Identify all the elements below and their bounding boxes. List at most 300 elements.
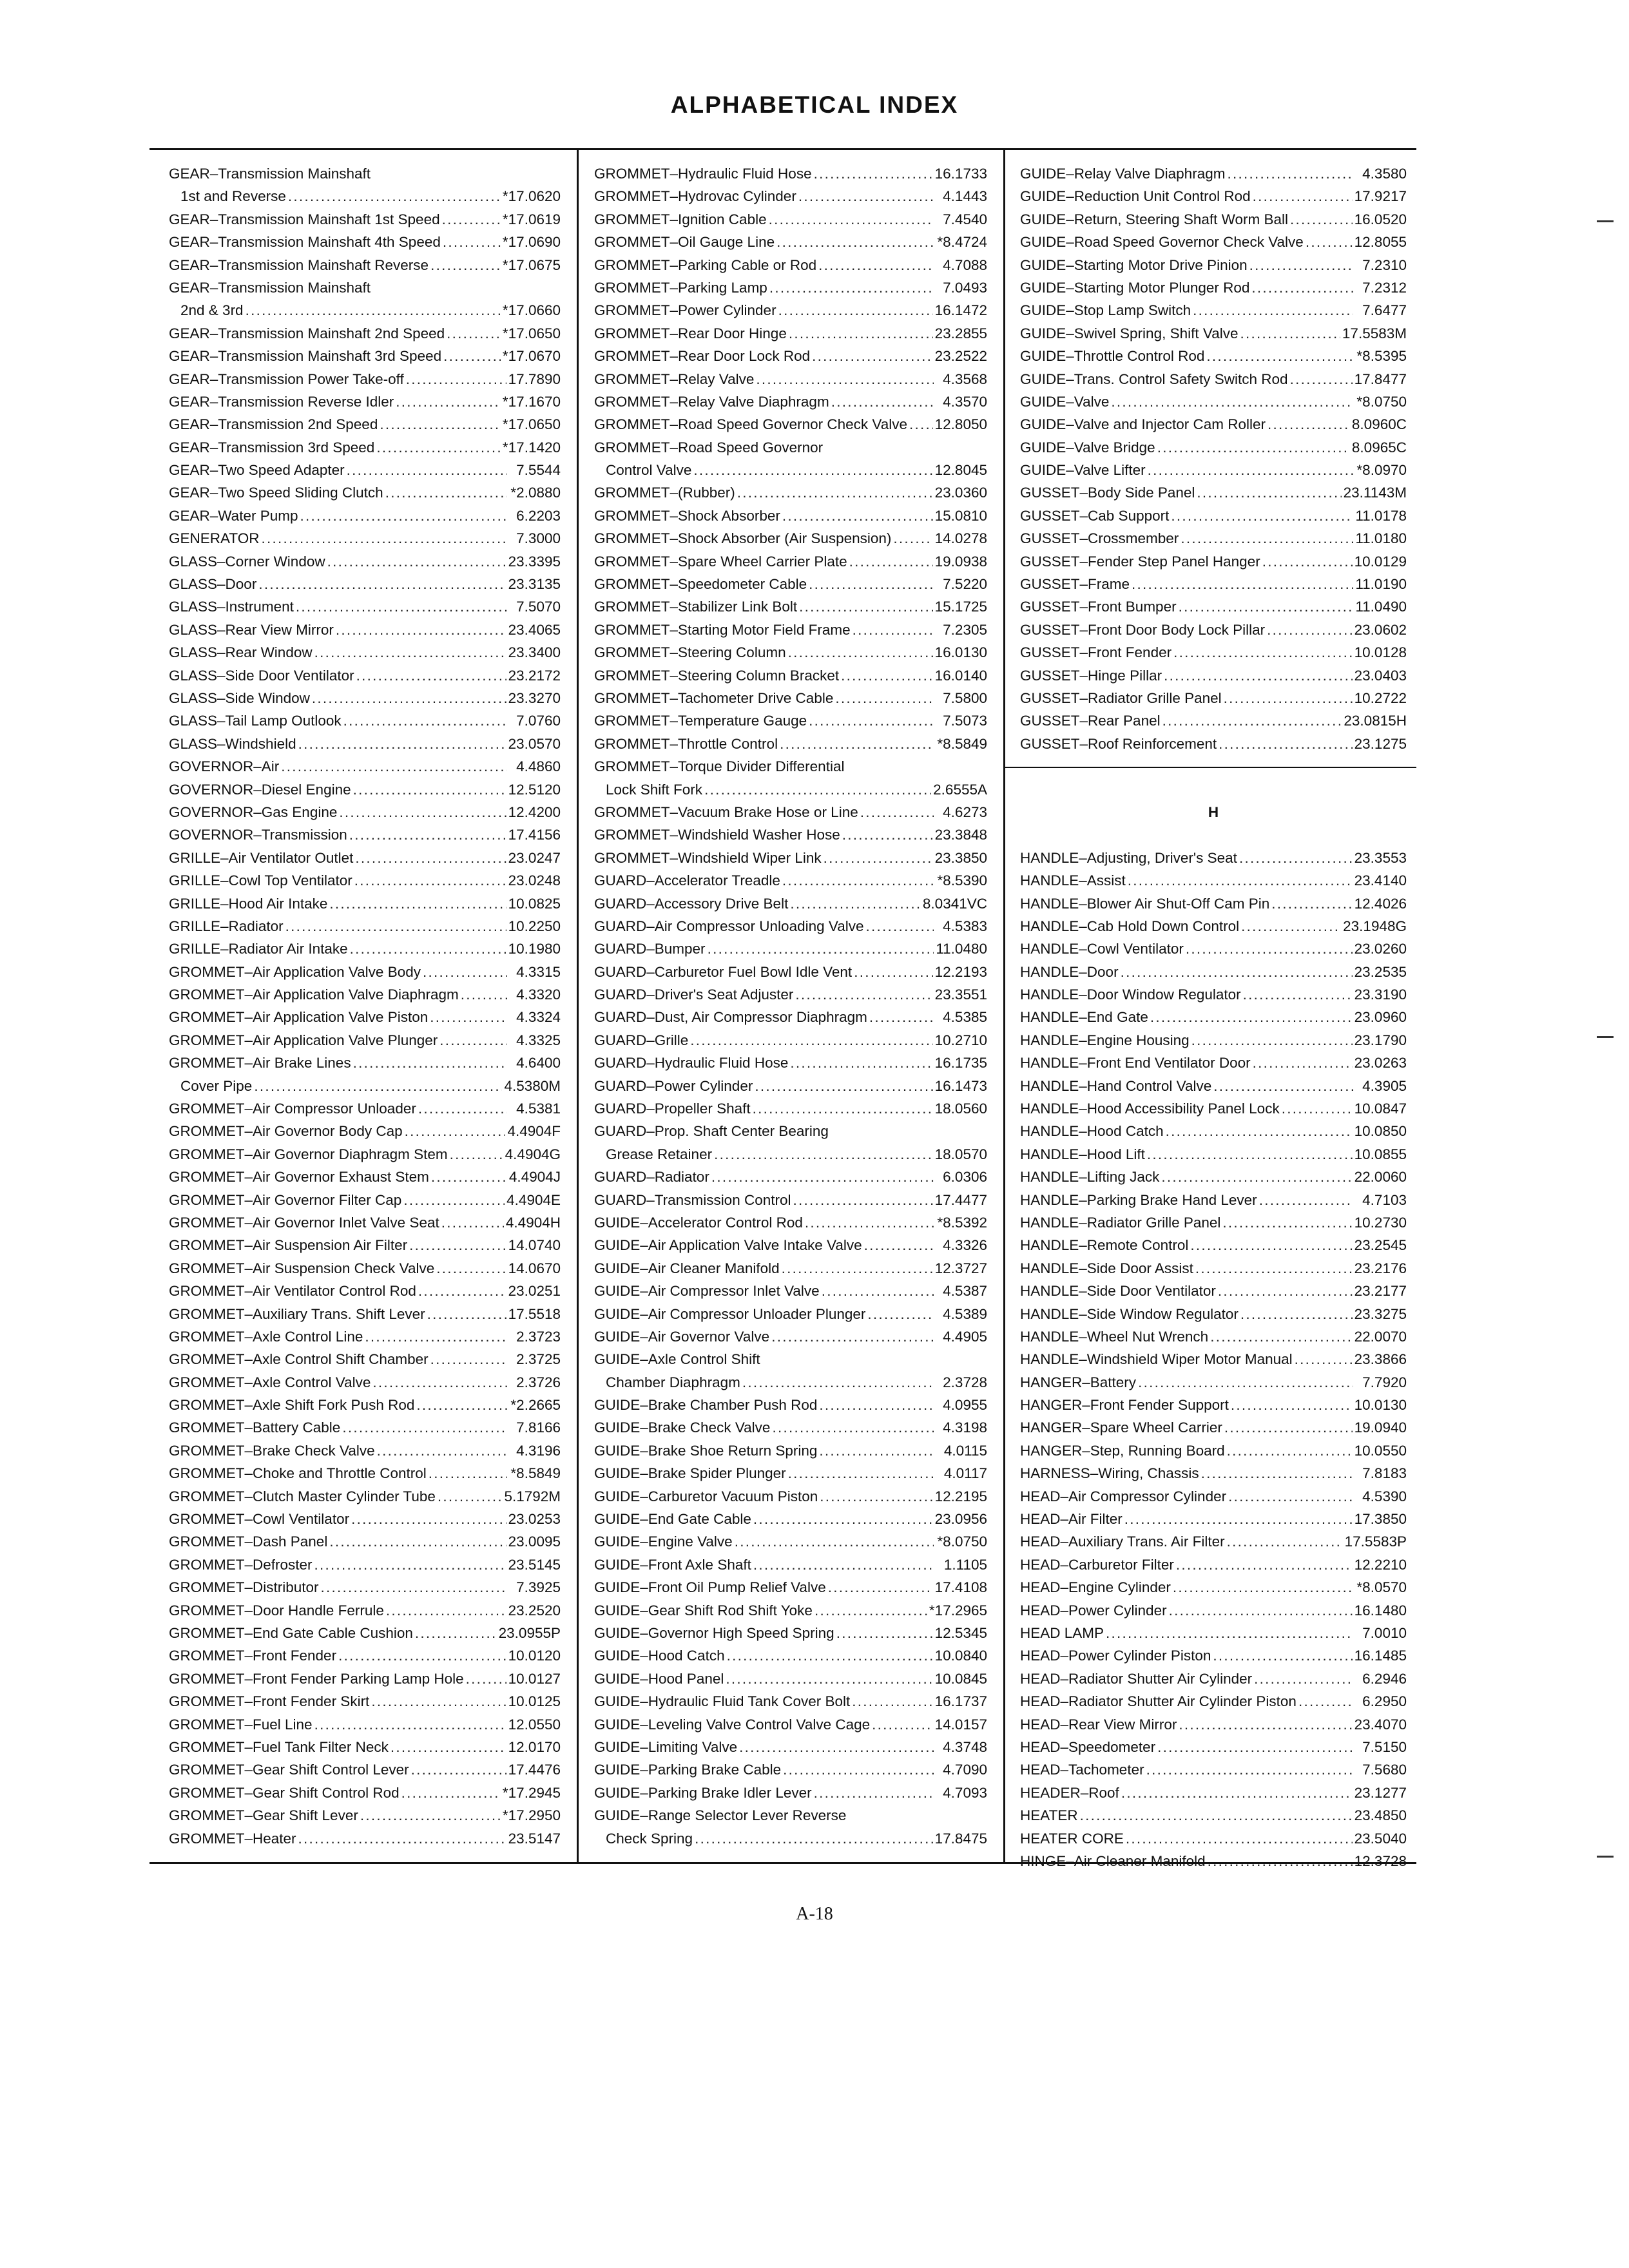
index-entry	[1020, 847, 1407, 869]
entry-page-ref: 1.1105	[943, 1556, 987, 1573]
entry-label: GUIDE–Relay Valve Diaphragm	[1020, 166, 1226, 182]
entry-page-ref: *8.5392	[937, 1214, 987, 1231]
leader-dots	[376, 436, 501, 459]
entry-label: GROMMET–Distributor	[169, 1579, 319, 1596]
entry-label: GOVERNOR–Air	[169, 758, 280, 775]
entry-page-ref: 16.1485	[1354, 1648, 1407, 1664]
entry-label: GUARD–Bumper	[594, 941, 706, 957]
leader-dots	[1227, 1439, 1353, 1462]
leader-dots	[1282, 1097, 1353, 1120]
entry-page-ref: 10.0825	[508, 895, 561, 912]
index-entry	[1020, 1052, 1407, 1074]
entry-label: HANGER–Spare Wheel Carrier	[1020, 1419, 1222, 1436]
index-entry	[1020, 937, 1407, 960]
leader-dots	[1222, 1211, 1352, 1234]
leader-dots	[872, 1713, 933, 1736]
entry-label: GEAR–Transmission Mainshaft	[169, 166, 371, 182]
entry-page-ref: 11.0180	[1355, 530, 1407, 547]
entry-page-ref: 16.0140	[934, 667, 987, 684]
entry-label: GROMMET–Starting Motor Field Frame	[594, 621, 851, 638]
entry-page-ref: 23.4065	[508, 621, 561, 638]
index-entry	[1020, 1280, 1407, 1302]
index-entry	[1020, 733, 1407, 755]
index-entry	[169, 345, 561, 367]
entry-page-ref: 7.0760	[516, 713, 561, 729]
leader-dots	[409, 1234, 506, 1256]
entry-label: 2nd & 3rd	[180, 302, 244, 319]
entry-label: GUARD–Hydraulic Fluid Hose	[594, 1055, 789, 1072]
leader-dots	[693, 459, 932, 481]
leader-dots	[1206, 345, 1353, 367]
entry-page-ref: 4.3748	[943, 1738, 987, 1755]
entry-page-ref: 10.0845	[934, 1670, 987, 1687]
index-entry	[594, 937, 987, 960]
index-entry	[1020, 573, 1407, 595]
leader-dots	[296, 595, 507, 618]
entry-page-ref: 12.4026	[1354, 895, 1407, 912]
entry-label: HEAD–Engine Cylinder	[1020, 1579, 1171, 1596]
index-entry	[1020, 1371, 1407, 1394]
leader-dots	[406, 368, 506, 390]
entry-label: GROMMET–Axle Control Valve	[169, 1374, 371, 1390]
leader-dots	[704, 778, 931, 801]
entry-page-ref: 4.5380M	[504, 1077, 561, 1094]
index-entry	[1020, 1713, 1407, 1736]
index-entry	[1020, 1189, 1407, 1211]
leader-dots	[814, 162, 933, 185]
leader-dots	[447, 322, 501, 345]
entry-page-ref: 6.2203	[516, 507, 561, 524]
leader-dots	[349, 823, 506, 846]
index-entry	[594, 664, 987, 687]
entry-page-ref: 4.3570	[943, 393, 987, 410]
entry-label: GUIDE–Air Application Valve Intake Valve	[594, 1237, 862, 1254]
index-entry	[1020, 1325, 1407, 1348]
entry-page-ref: 23.1275	[1354, 735, 1407, 752]
entry-label: HEATER CORE	[1020, 1830, 1124, 1847]
entry-label: GRILLE–Radiator	[169, 918, 284, 934]
entry-label: GROMMET–Windshield Wiper Link	[594, 849, 822, 866]
leader-dots	[1208, 1850, 1353, 1872]
index-entry	[1020, 550, 1407, 573]
entry-page-ref: 4.3324	[516, 1009, 561, 1026]
entry-label: GROMMET–Temperature Gauge	[594, 713, 807, 729]
entry-page-ref: 4.3320	[516, 986, 561, 1003]
leader-dots	[782, 1257, 933, 1280]
entry-page-ref: 5.1792M	[504, 1488, 561, 1504]
entry-label: HEAD LAMP	[1020, 1625, 1104, 1641]
index-entry	[169, 664, 561, 687]
entry-page-ref: 23.2520	[508, 1602, 561, 1619]
entry-label: GRILLE–Cowl Top Ventilator	[169, 872, 352, 889]
leader-dots	[864, 1234, 934, 1256]
entry-label: GROMMET–Gear Shift Lever	[169, 1807, 358, 1824]
entry-page-ref: *17.0650	[502, 325, 561, 341]
index-entry	[594, 1303, 987, 1325]
entry-label: GROMMET–Road Speed Governor Check Valve	[594, 416, 908, 433]
leader-dots	[783, 1758, 934, 1781]
index-entry	[594, 231, 987, 253]
entry-label: HANDLE–Hood Lift	[1020, 1146, 1145, 1162]
entry-label: GROMMET–Relay Valve	[594, 370, 755, 387]
entry-page-ref: 22.0070	[1354, 1328, 1407, 1345]
entry-label: GROMMET–Throttle Control	[594, 735, 778, 752]
entry-label: GROMMET–Air Application Valve Plunger	[169, 1032, 438, 1048]
leader-dots	[1213, 1075, 1353, 1097]
index-entry	[169, 1257, 561, 1280]
leader-dots	[285, 915, 506, 937]
index-entry	[594, 573, 987, 595]
entry-page-ref: 2.3726	[516, 1374, 561, 1390]
leader-dots	[841, 664, 933, 687]
entry-label: GUIDE–Stop Lamp Switch	[1020, 302, 1191, 319]
entry-label: HEATER	[1020, 1807, 1078, 1824]
entry-page-ref: *17.0660	[502, 302, 561, 319]
entry-page-ref: 7.2312	[1362, 279, 1407, 296]
leader-dots	[1173, 1576, 1353, 1599]
leader-dots	[298, 1827, 506, 1850]
leader-dots	[461, 983, 507, 1006]
entry-label: GUIDE–Air Compressor Unloader Plunger	[594, 1305, 866, 1322]
entry-page-ref: 12.3728	[1354, 1852, 1407, 1869]
entry-page-ref: 4.3580	[1362, 166, 1407, 182]
leader-dots	[1157, 436, 1350, 459]
index-entry	[1020, 1416, 1407, 1439]
entry-label: GROMMET–Rear Door Hinge	[594, 325, 787, 341]
entry-label: GROMMET–Door Handle Ferrule	[169, 1602, 384, 1619]
leader-dots	[790, 1052, 932, 1074]
entry-page-ref: 23.0263	[1354, 1055, 1407, 1072]
index-entry	[169, 915, 561, 937]
entry-page-ref: *8.5849	[510, 1465, 561, 1482]
entry-page-ref: 23.3275	[1354, 1305, 1407, 1322]
leader-dots	[1128, 869, 1353, 892]
entry-label: HANDLE–Wheel Nut Wrench	[1020, 1328, 1209, 1345]
index-entry	[594, 1416, 987, 1439]
entry-label: GROMMET–Choke and Throttle Control	[169, 1465, 427, 1482]
entry-page-ref: 16.1480	[1354, 1602, 1407, 1619]
index-entry	[594, 368, 987, 390]
leader-dots	[1173, 641, 1353, 664]
leader-dots	[371, 1690, 506, 1713]
entry-page-ref: 4.3198	[943, 1419, 987, 1436]
entry-page-ref: 23.2545	[1354, 1237, 1407, 1254]
column-divider	[1003, 148, 1005, 1864]
entry-page-ref: 23.3400	[508, 644, 561, 661]
index-entry	[1020, 687, 1407, 709]
entry-page-ref: 4.3905	[1362, 1077, 1407, 1094]
index-entry	[169, 254, 561, 276]
leader-dots	[338, 1644, 506, 1667]
leader-dots	[909, 413, 933, 436]
index-entry	[1020, 231, 1407, 253]
entry-label: HANDLE–Blower Air Shut-Off Cam Pin	[1020, 895, 1270, 912]
index-entry	[1020, 345, 1407, 367]
index-entry	[169, 231, 561, 253]
entry-page-ref: 23.2855	[934, 325, 987, 341]
index-entry	[169, 1416, 561, 1439]
leader-dots	[342, 1416, 507, 1439]
index-entry	[594, 1782, 987, 1804]
index-entry	[594, 505, 987, 527]
leader-dots	[385, 481, 507, 504]
entry-page-ref: 4.4860	[516, 758, 561, 775]
leader-dots	[1227, 1530, 1343, 1553]
index-entry	[1020, 1804, 1407, 1827]
leader-dots	[1224, 1416, 1353, 1439]
entry-label: GROMMET–Auxiliary Trans. Shift Lever	[169, 1305, 425, 1322]
entry-label: GEAR–Transmission Mainshaft Reverse	[169, 256, 429, 273]
entry-label: GUIDE–Swivel Spring, Shift Valve	[1020, 325, 1239, 341]
entry-label: GUIDE–Valve	[1020, 393, 1110, 410]
index-entry	[169, 527, 561, 550]
entry-page-ref: *17.0650	[502, 416, 561, 433]
leader-dots	[1240, 1303, 1353, 1325]
entry-page-ref: *17.0675	[502, 256, 561, 273]
entry-label: GROMMET–Air Governor Filter Cap	[169, 1191, 402, 1208]
leader-dots	[416, 1394, 507, 1416]
index-entry	[169, 550, 561, 573]
entry-page-ref: 23.2522	[934, 348, 987, 365]
entry-label: GUARD–Power Cylinder	[594, 1077, 753, 1094]
leader-dots	[788, 641, 933, 664]
leader-dots	[1171, 505, 1353, 527]
entry-page-ref: 17.8475	[934, 1830, 987, 1847]
entry-label: HEAD–Tachometer	[1020, 1762, 1144, 1778]
entry-page-ref: 11.0190	[1355, 576, 1407, 593]
index-entry	[1020, 1758, 1407, 1781]
leader-dots	[353, 778, 506, 801]
entry-label: Cover Pipe	[180, 1077, 253, 1094]
entry-label: GUARD–Dust, Air Compressor Diaphragm	[594, 1009, 867, 1026]
entry-page-ref: 23.0253	[508, 1511, 561, 1528]
entry-page-ref: *8.4724	[937, 234, 987, 251]
entry-label: GLASS–Side Door Ventilator	[169, 667, 354, 684]
entry-page-ref: 14.0740	[508, 1237, 561, 1254]
entry-label: GUIDE–Return, Steering Shaft Worm Ball	[1020, 211, 1288, 227]
entry-label: HANDLE–Adjusting, Driver's Seat	[1020, 849, 1237, 866]
section-letter	[1020, 801, 1407, 823]
index-entry	[169, 208, 561, 231]
entry-label: GEAR–Transmission 3rd Speed	[169, 439, 375, 456]
entry-label: GROMMET–Relay Valve Diaphragm	[594, 393, 829, 410]
leader-dots	[820, 1485, 932, 1508]
index-entry	[1020, 709, 1407, 732]
leader-dots	[818, 254, 934, 276]
leader-dots	[795, 983, 932, 1006]
entry-label: GUIDE–Brake Spider Plunger	[594, 1465, 786, 1482]
entry-label: HANDLE–Windshield Wiper Motor Manual	[1020, 1351, 1293, 1368]
index-entry	[594, 299, 987, 322]
entry-page-ref: 23.0360	[934, 485, 987, 501]
leader-dots	[1240, 322, 1340, 345]
entry-page-ref: 12.2193	[934, 963, 987, 980]
entry-label: GEAR–Two Speed Sliding Clutch	[169, 485, 383, 501]
index-entry	[1020, 1348, 1407, 1370]
entry-page-ref: 4.7093	[943, 1784, 987, 1801]
leader-dots	[842, 823, 933, 846]
entry-label: GROMMET–Steering Column	[594, 644, 786, 661]
entry-label: GUIDE–Engine Valve	[594, 1533, 733, 1550]
entry-page-ref: 7.0010	[1362, 1625, 1407, 1641]
index-entry	[594, 254, 987, 276]
leader-dots	[1193, 299, 1353, 322]
index-entry	[594, 1029, 987, 1052]
entry-page-ref: 8.0960C	[1351, 416, 1407, 433]
index-entry	[594, 322, 987, 345]
entry-label: HANDLE–Hood Accessibility Panel Lock	[1020, 1100, 1280, 1117]
leader-dots	[727, 1644, 933, 1667]
entry-label: GUIDE–Parking Brake Cable	[594, 1762, 782, 1778]
leader-dots	[1306, 231, 1353, 253]
index-entry	[1020, 299, 1407, 322]
entry-label: GROMMET–Ignition Cable	[594, 211, 767, 227]
index-entry	[1020, 527, 1407, 550]
entry-page-ref: 23.3553	[1354, 849, 1407, 866]
leader-dots	[793, 1189, 933, 1211]
index-entry	[1020, 1850, 1407, 1872]
leader-dots	[403, 1189, 505, 1211]
index-entry	[1020, 390, 1407, 413]
index-entry	[169, 733, 561, 755]
entry-label: GUSSET–Radiator Grille Panel	[1020, 689, 1222, 706]
index-entry	[594, 276, 987, 299]
entry-page-ref: 23.0955P	[498, 1625, 561, 1641]
leader-dots	[343, 709, 507, 732]
leader-dots	[418, 1280, 506, 1302]
leader-dots	[429, 1462, 507, 1485]
index-entry	[1020, 1736, 1407, 1758]
index-entry	[169, 1303, 561, 1325]
leader-dots	[1176, 1553, 1353, 1576]
entry-label: GLASS–Door	[169, 576, 257, 593]
entry-label: GEAR–Transmission Mainshaft	[169, 279, 371, 296]
entry-page-ref: 6.2950	[1362, 1693, 1407, 1710]
index-entry	[169, 1439, 561, 1462]
entry-page-ref: 16.0130	[934, 644, 987, 661]
entry-page-ref: 4.7090	[943, 1762, 987, 1778]
index-entry	[169, 368, 561, 390]
entry-label: GUIDE–Hood Panel	[594, 1670, 724, 1687]
leader-dots	[1253, 1052, 1353, 1074]
index-entry	[1020, 1508, 1407, 1530]
entry-page-ref: 12.8055	[1354, 234, 1407, 251]
index-entry	[594, 1508, 987, 1530]
entry-label: GUIDE–Air Compressor Inlet Valve	[594, 1283, 820, 1300]
entry-page-ref: 10.0840	[934, 1648, 987, 1664]
entry-page-ref: *17.2945	[502, 1784, 561, 1801]
index-entry	[1020, 1553, 1407, 1576]
index-entry	[1020, 1599, 1407, 1622]
leader-dots	[281, 755, 507, 778]
leader-dots	[753, 1097, 933, 1120]
entry-page-ref: 7.5150	[1362, 1738, 1407, 1755]
entry-label: GUSSET–Cab Support	[1020, 507, 1170, 524]
entry-page-ref: 23.3866	[1354, 1351, 1407, 1368]
index-entry	[169, 505, 561, 527]
entry-label: HEAD–Radiator Shutter Air Cylinder Piston	[1020, 1693, 1296, 1710]
entry-label: GROMMET–(Rubber)	[594, 485, 735, 501]
leader-dots	[1239, 847, 1353, 869]
index-entry	[594, 1622, 987, 1644]
leader-dots	[1169, 1599, 1353, 1622]
leader-dots	[418, 1097, 507, 1120]
entry-label: GUIDE–Governor High Speed Spring	[594, 1625, 834, 1641]
leader-dots	[1186, 937, 1353, 960]
index-entry	[169, 1804, 561, 1827]
leader-dots	[708, 937, 934, 960]
entry-label: GUARD–Propeller Shaft	[594, 1100, 751, 1117]
leader-dots	[798, 185, 934, 207]
index-entry	[169, 641, 561, 664]
leader-dots	[415, 1622, 497, 1644]
leader-dots	[1164, 664, 1353, 687]
index-entry	[594, 1485, 987, 1508]
leader-dots	[372, 1371, 507, 1394]
index-entry	[594, 436, 987, 459]
leader-dots	[695, 1827, 933, 1850]
entry-label: GUIDE–Front Axle Shaft	[594, 1556, 751, 1573]
entry-page-ref: 4.4904G	[505, 1146, 561, 1162]
index-entry	[1020, 1667, 1407, 1690]
entry-label: HANDLE–Door	[1020, 963, 1119, 980]
entry-page-ref: 10.2730	[1354, 1214, 1407, 1231]
index-entry	[594, 595, 987, 618]
index-entry	[594, 733, 987, 755]
entry-label: GROMMET–Vacuum Brake Hose or Line	[594, 803, 858, 820]
entry-label: HEAD–Power Cylinder Piston	[1020, 1648, 1211, 1664]
entry-page-ref: 7.6477	[1362, 302, 1407, 319]
index-entry	[169, 573, 561, 595]
leader-dots	[1253, 185, 1353, 207]
entry-page-ref: *8.5390	[937, 872, 987, 889]
entry-page-ref: 12.2210	[1354, 1556, 1407, 1573]
index-entry	[594, 1052, 987, 1074]
index-entry	[594, 1644, 987, 1667]
entry-label: GROMMET–Air Application Valve Piston	[169, 1009, 429, 1026]
entry-page-ref: 4.5381	[516, 1100, 561, 1117]
entry-page-ref: 16.1733	[934, 166, 987, 182]
entry-label: HANDLE–Side Window Regulator	[1020, 1305, 1239, 1322]
entry-page-ref: 23.3190	[1354, 986, 1407, 1003]
leader-dots	[1218, 1280, 1353, 1302]
index-entry	[1020, 413, 1407, 436]
index-entry	[169, 937, 561, 960]
leader-dots	[431, 1166, 507, 1188]
entry-label: GLASS–Windshield	[169, 735, 296, 752]
index-entry	[1020, 1006, 1407, 1028]
index-entry	[594, 459, 987, 481]
entry-page-ref: 23.0251	[508, 1283, 561, 1300]
entry-label: GEAR–Transmission Mainshaft 2nd Speed	[169, 325, 445, 341]
entry-label: HEAD–Carburetor Filter	[1020, 1556, 1174, 1573]
leader-dots	[893, 527, 932, 550]
leader-dots	[835, 687, 934, 709]
leader-dots	[1228, 1485, 1353, 1508]
leader-dots	[1290, 368, 1353, 390]
entry-page-ref: 23.3551	[934, 986, 987, 1003]
index-entry	[594, 1394, 987, 1416]
entry-page-ref: 4.4905	[943, 1328, 987, 1345]
entry-page-ref: 23.0570	[508, 735, 561, 752]
leader-dots	[386, 1599, 506, 1622]
entry-label: GUSSET–Hinge Pillar	[1020, 667, 1162, 684]
index-entry	[594, 847, 987, 869]
entry-label: GROMMET–Defroster	[169, 1556, 313, 1573]
entry-page-ref: 22.0060	[1354, 1169, 1407, 1186]
leader-dots	[852, 1690, 932, 1713]
index-entry	[169, 1758, 561, 1781]
